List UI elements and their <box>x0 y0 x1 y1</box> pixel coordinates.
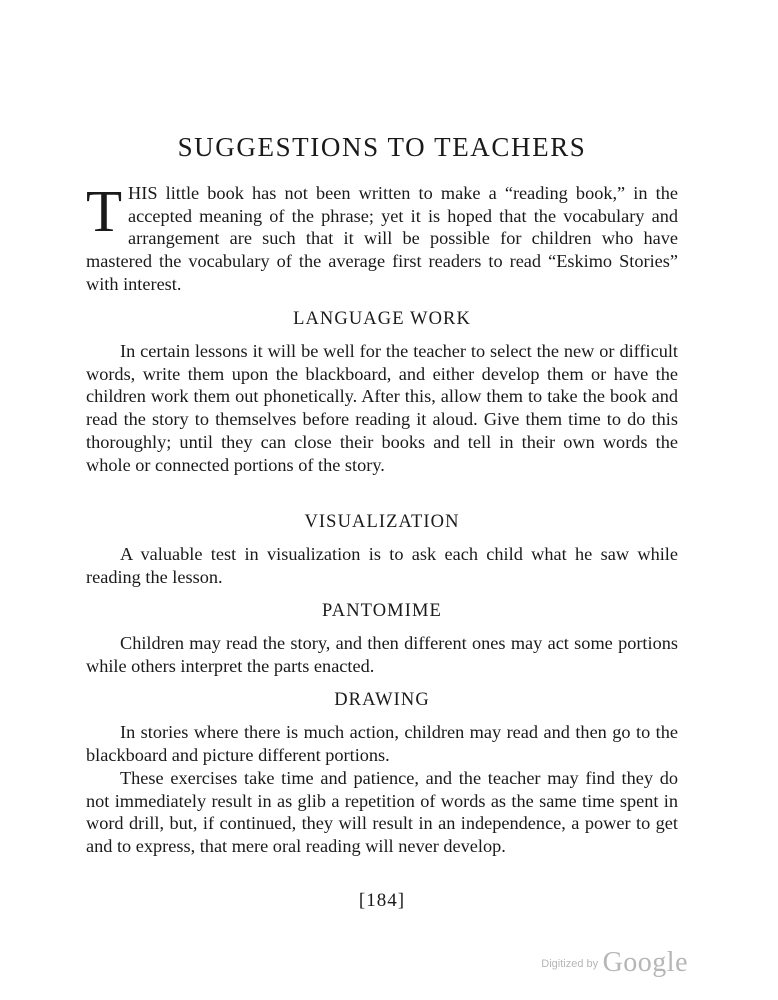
drop-cap: T <box>86 178 123 244</box>
paragraph-visualization: A valuable test in visualization is to ask each child what he saw while reading the lesson. <box>86 544 678 587</box>
digitized-watermark <box>541 947 688 979</box>
page-number: [184] <box>358 890 406 911</box>
heading-language-work: LANGUAGE WORK <box>293 309 471 329</box>
page-title: SUGGESTIONS TO TEACHERS <box>177 132 587 162</box>
paragraph-language-work: In certain lessons it will be well for the teacher to select the new or difficult words, write them upon the blackboard, and either develop them or have the children work them out phonetically. After this, allow them to take the book and read the story to themselves before reading it aloud. Give them time to do this thoroughly; until they can close their books and tell in their own words the whole or connected portions of the story. <box>86 341 678 475</box>
paragraph-drawing-1: In stories where there is much action, children may read and then go to the blackboard and picture different portions. <box>86 722 678 765</box>
google-logo: Google <box>602 947 688 978</box>
intro-text: HIS little book has not been written to make a “reading book,” in the accepted meaning of the phrase; yet it is hoped that the vocabulary and arrangement are such that it will be possible for children who have mastered the vocabulary of the average first readers to read “Eskimo Stories” with interest. <box>86 183 678 294</box>
intro-paragraph <box>86 178 678 296</box>
heading-pantomime: PANTOMIME <box>322 601 442 621</box>
watermark-prefix: Digitized by <box>541 958 599 970</box>
heading-drawing: DRAWING <box>334 690 430 710</box>
heading-visualization: VISUALIZATION <box>304 512 460 532</box>
paragraph-drawing-2: These exercises take time and patience, and the teacher may find they do not immediately result in as glib a repetition of words as the same time spent in word drill, but, if continued, they will result in an independence, a power to get and to express, that mere oral reading will never develop. <box>86 768 678 857</box>
paragraph-pantomime: Children may read the story, and then different ones may act some portions while others interpret the parts enacted. <box>86 633 678 676</box>
